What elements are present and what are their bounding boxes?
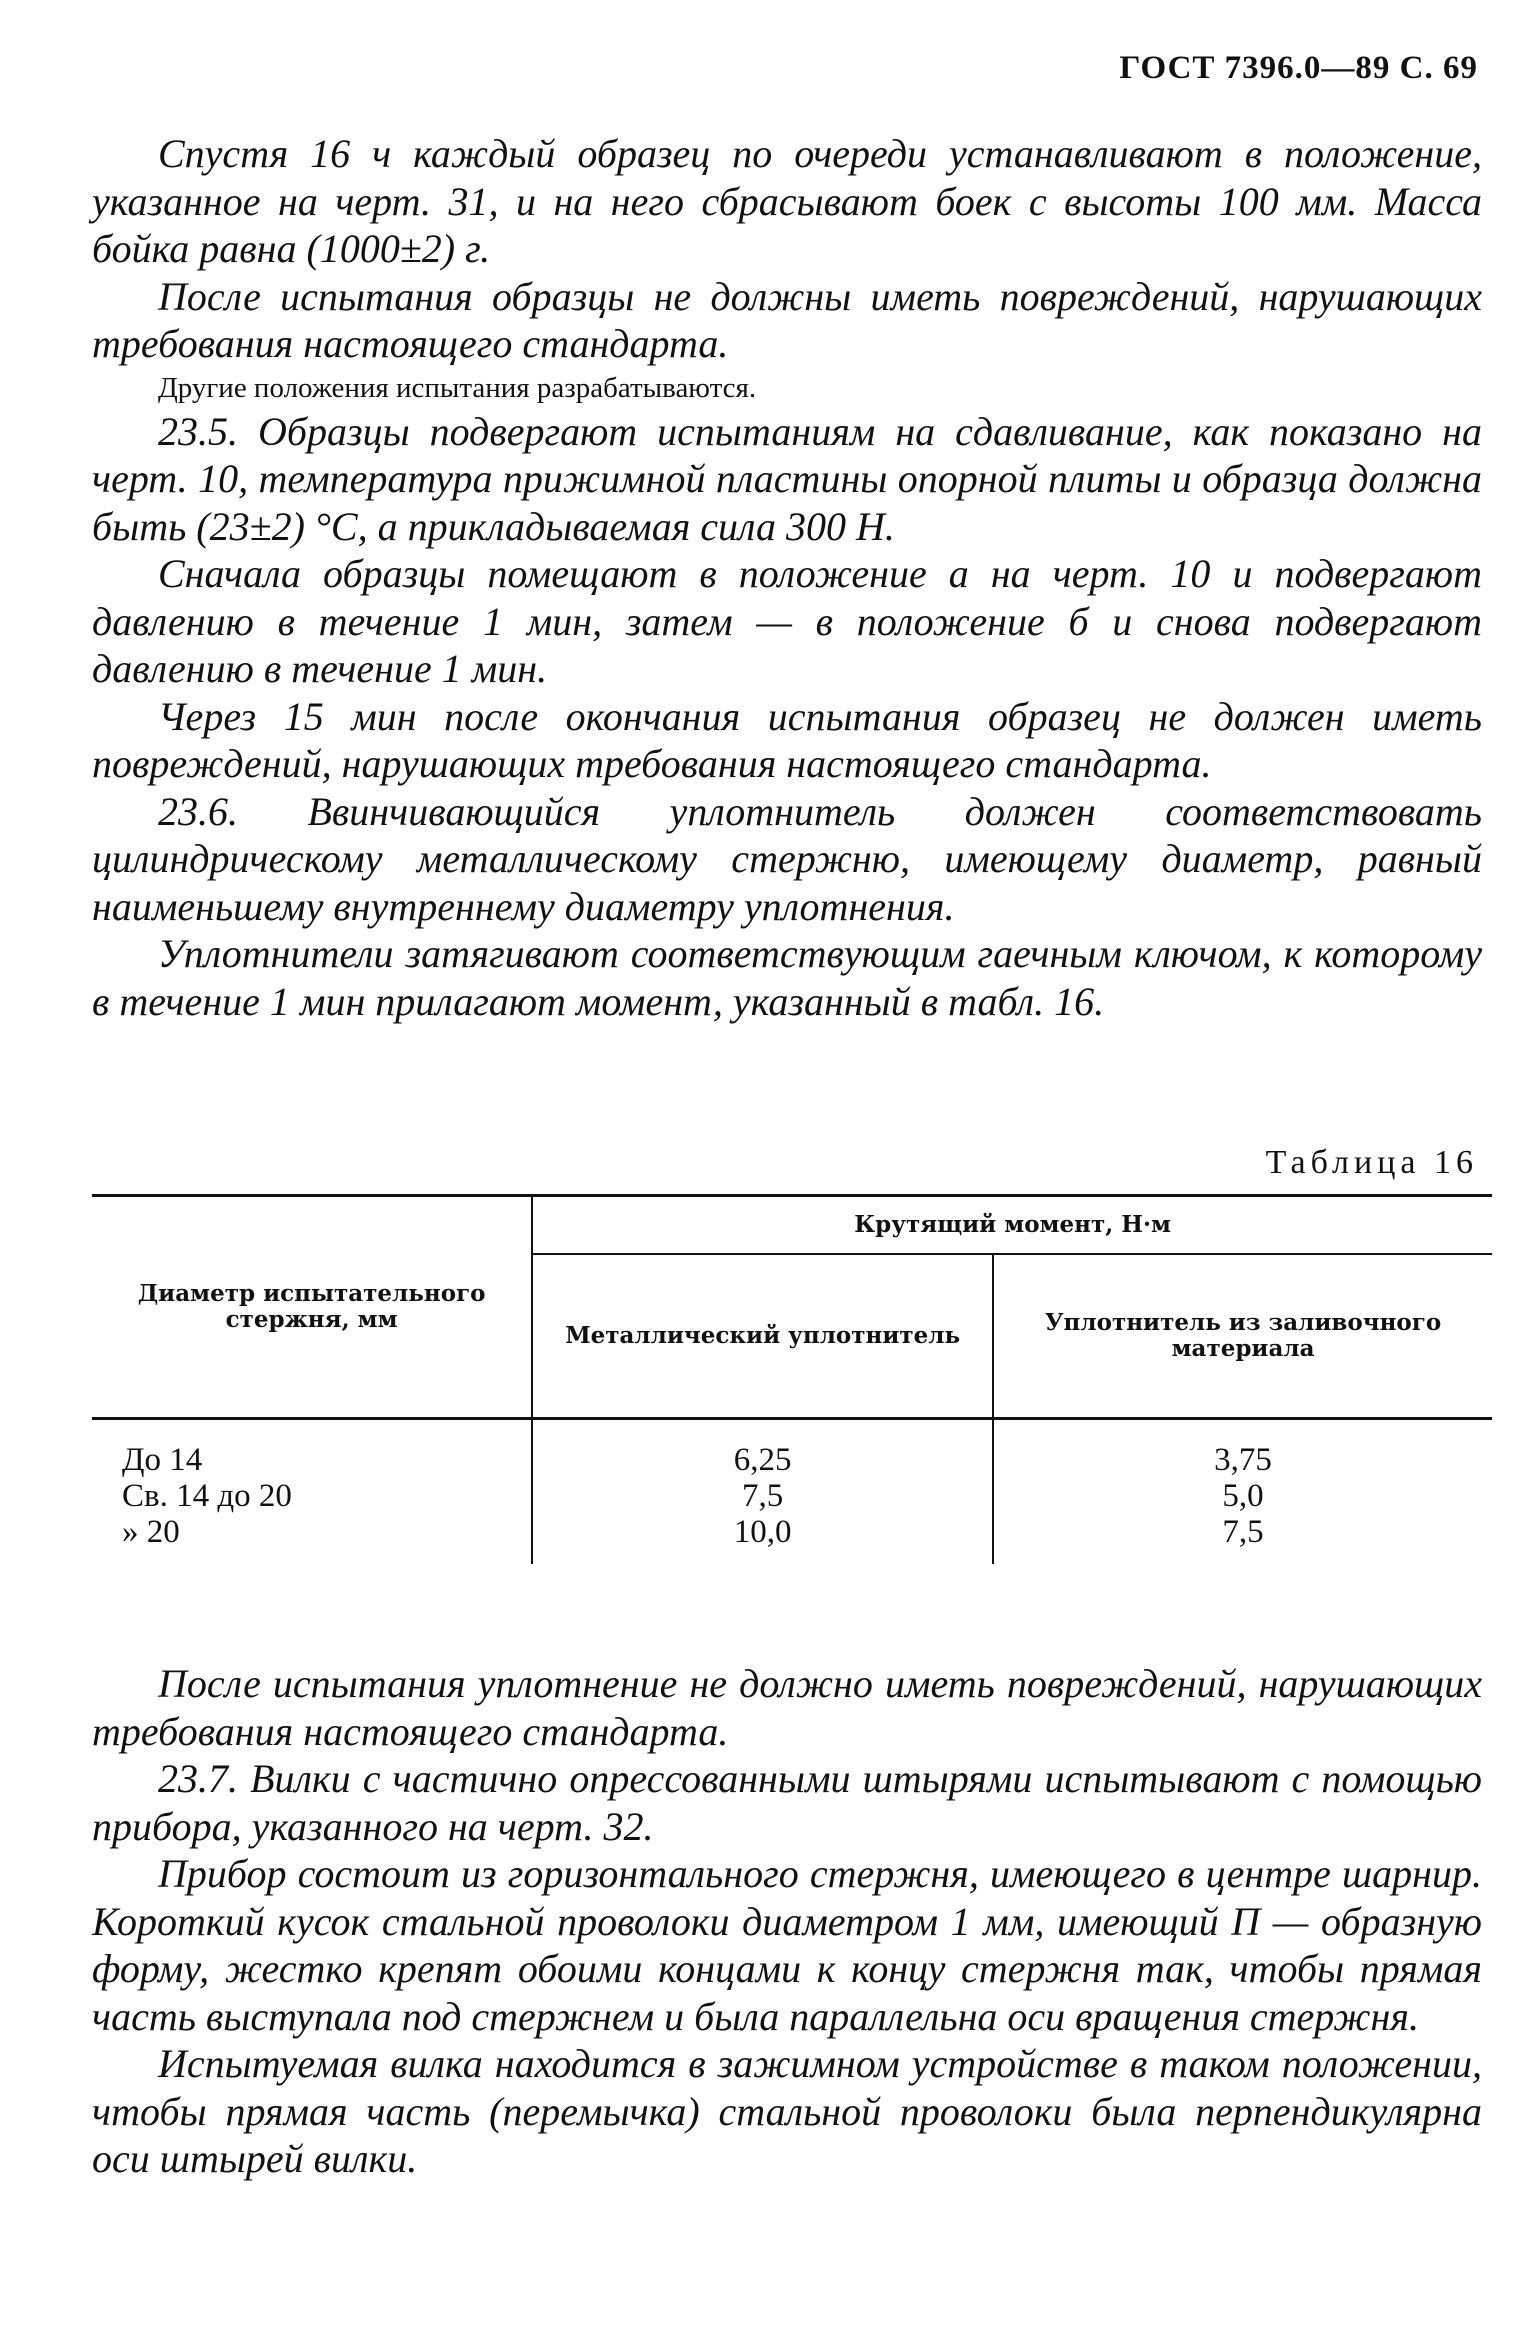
column-header-compound: Уплотнитель из заливочного материала: [993, 1254, 1492, 1419]
page-header: ГОСТ 7396.0—89 С. 69: [1119, 50, 1478, 86]
paragraph: Через 15 мин после окончания испытания образец не должен иметь повреждений, нарушающих требования настоящего стандарта.: [92, 693, 1482, 786]
paragraph: Испытуемая вилка находится в зажимном устройстве в таком положении, чтобы прямая часть (перемычка) стальной проволоки была перпендикулярна оси штырей вилки.: [92, 2041, 1482, 2181]
paragraph: Прибор состоит из горизонтального стержня, имеющего в центре шарнир. Короткий кусок стальной проволоки диаметром 1 мм, имеющий П — образную форму, жестко крепят обоими концами к концу стержня так, чтобы прямая часть выступала под стержнем и была параллельна оси вращения стержня.: [92, 1851, 1482, 2039]
cell-diameter: » 20: [122, 1514, 180, 1550]
table-row: [92, 1514, 1492, 1564]
cell-diameter: До 14: [92, 1419, 532, 1479]
body-text-bottom: [92, 1660, 1482, 2183]
cell-compound: 5,0: [993, 1478, 1492, 1514]
column-header-metal: Металлический уплотнитель: [532, 1254, 993, 1419]
table-row: [92, 1478, 1492, 1514]
paragraph: 23.7. Вилки с частично опрессованными штырями испытывают с помощью прибора, указанного на черт. 32.: [92, 1756, 1482, 1849]
paragraph: После испытания уплотнение не должно иметь повреждений, нарушающих требования настоящего стандарта.: [92, 1661, 1482, 1754]
cell-diameter: Св. 14 до 20: [122, 1478, 292, 1514]
paragraph: 23.5. Образцы подвергают испытаниям на сдавливание, как показано на черт. 10, температура прижимной пластины опорной плиты и образца должна быть (23±2) °С, а прикладываемая сила 300 Н.: [92, 408, 1482, 549]
body-text-top: [92, 130, 1482, 1025]
cell-metal: 6,25: [532, 1419, 993, 1479]
paragraph: После испытания образцы не должны иметь повреждений, нарушающих требования настоящего стандарта.: [92, 273, 1482, 366]
paragraph: Уплотнители затягивают соответствующим гаечным ключом, к которому в течение 1 мин прилагают момент, указанный в табл. 16.: [92, 931, 1482, 1024]
table-caption: Таблица 16: [1265, 1144, 1478, 1181]
cell-metal: 10,0: [532, 1514, 993, 1564]
column-group-header-torque: Крутящий момент, Н·м: [532, 1196, 1492, 1255]
paragraph: Спустя 16 ч каждый образец по очереди устанавливают в положение, указанное на черт. 31, и на него сбрасывают боек с высоты 100 мм. Масса бойка равна (1000±2) г.: [92, 131, 1482, 271]
table-row: [92, 1419, 1492, 1479]
column-header-diameter: Диаметр испытательного стержня, мм: [92, 1196, 532, 1419]
cell-compound: 3,75: [993, 1419, 1492, 1479]
table-16: [92, 1194, 1492, 1564]
paragraph: Сначала образцы помещают в положение а на черт. 10 и подвергают давлению в течение 1 мин, затем — в положение б и снова подвергают давлению в течение 1 мин.: [92, 551, 1482, 691]
paragraph: Другие положения испытания разрабатываются.: [158, 371, 757, 404]
paragraph: 23.6. Ввинчивающийся уплотнитель должен соответствовать цилиндрическому металлическому стержню, имеющему диаметр, равный наименьшему внутреннему диаметру уплотнения.: [92, 788, 1482, 929]
cell-metal: 7,5: [532, 1478, 993, 1514]
cell-compound: 7,5: [993, 1514, 1492, 1564]
